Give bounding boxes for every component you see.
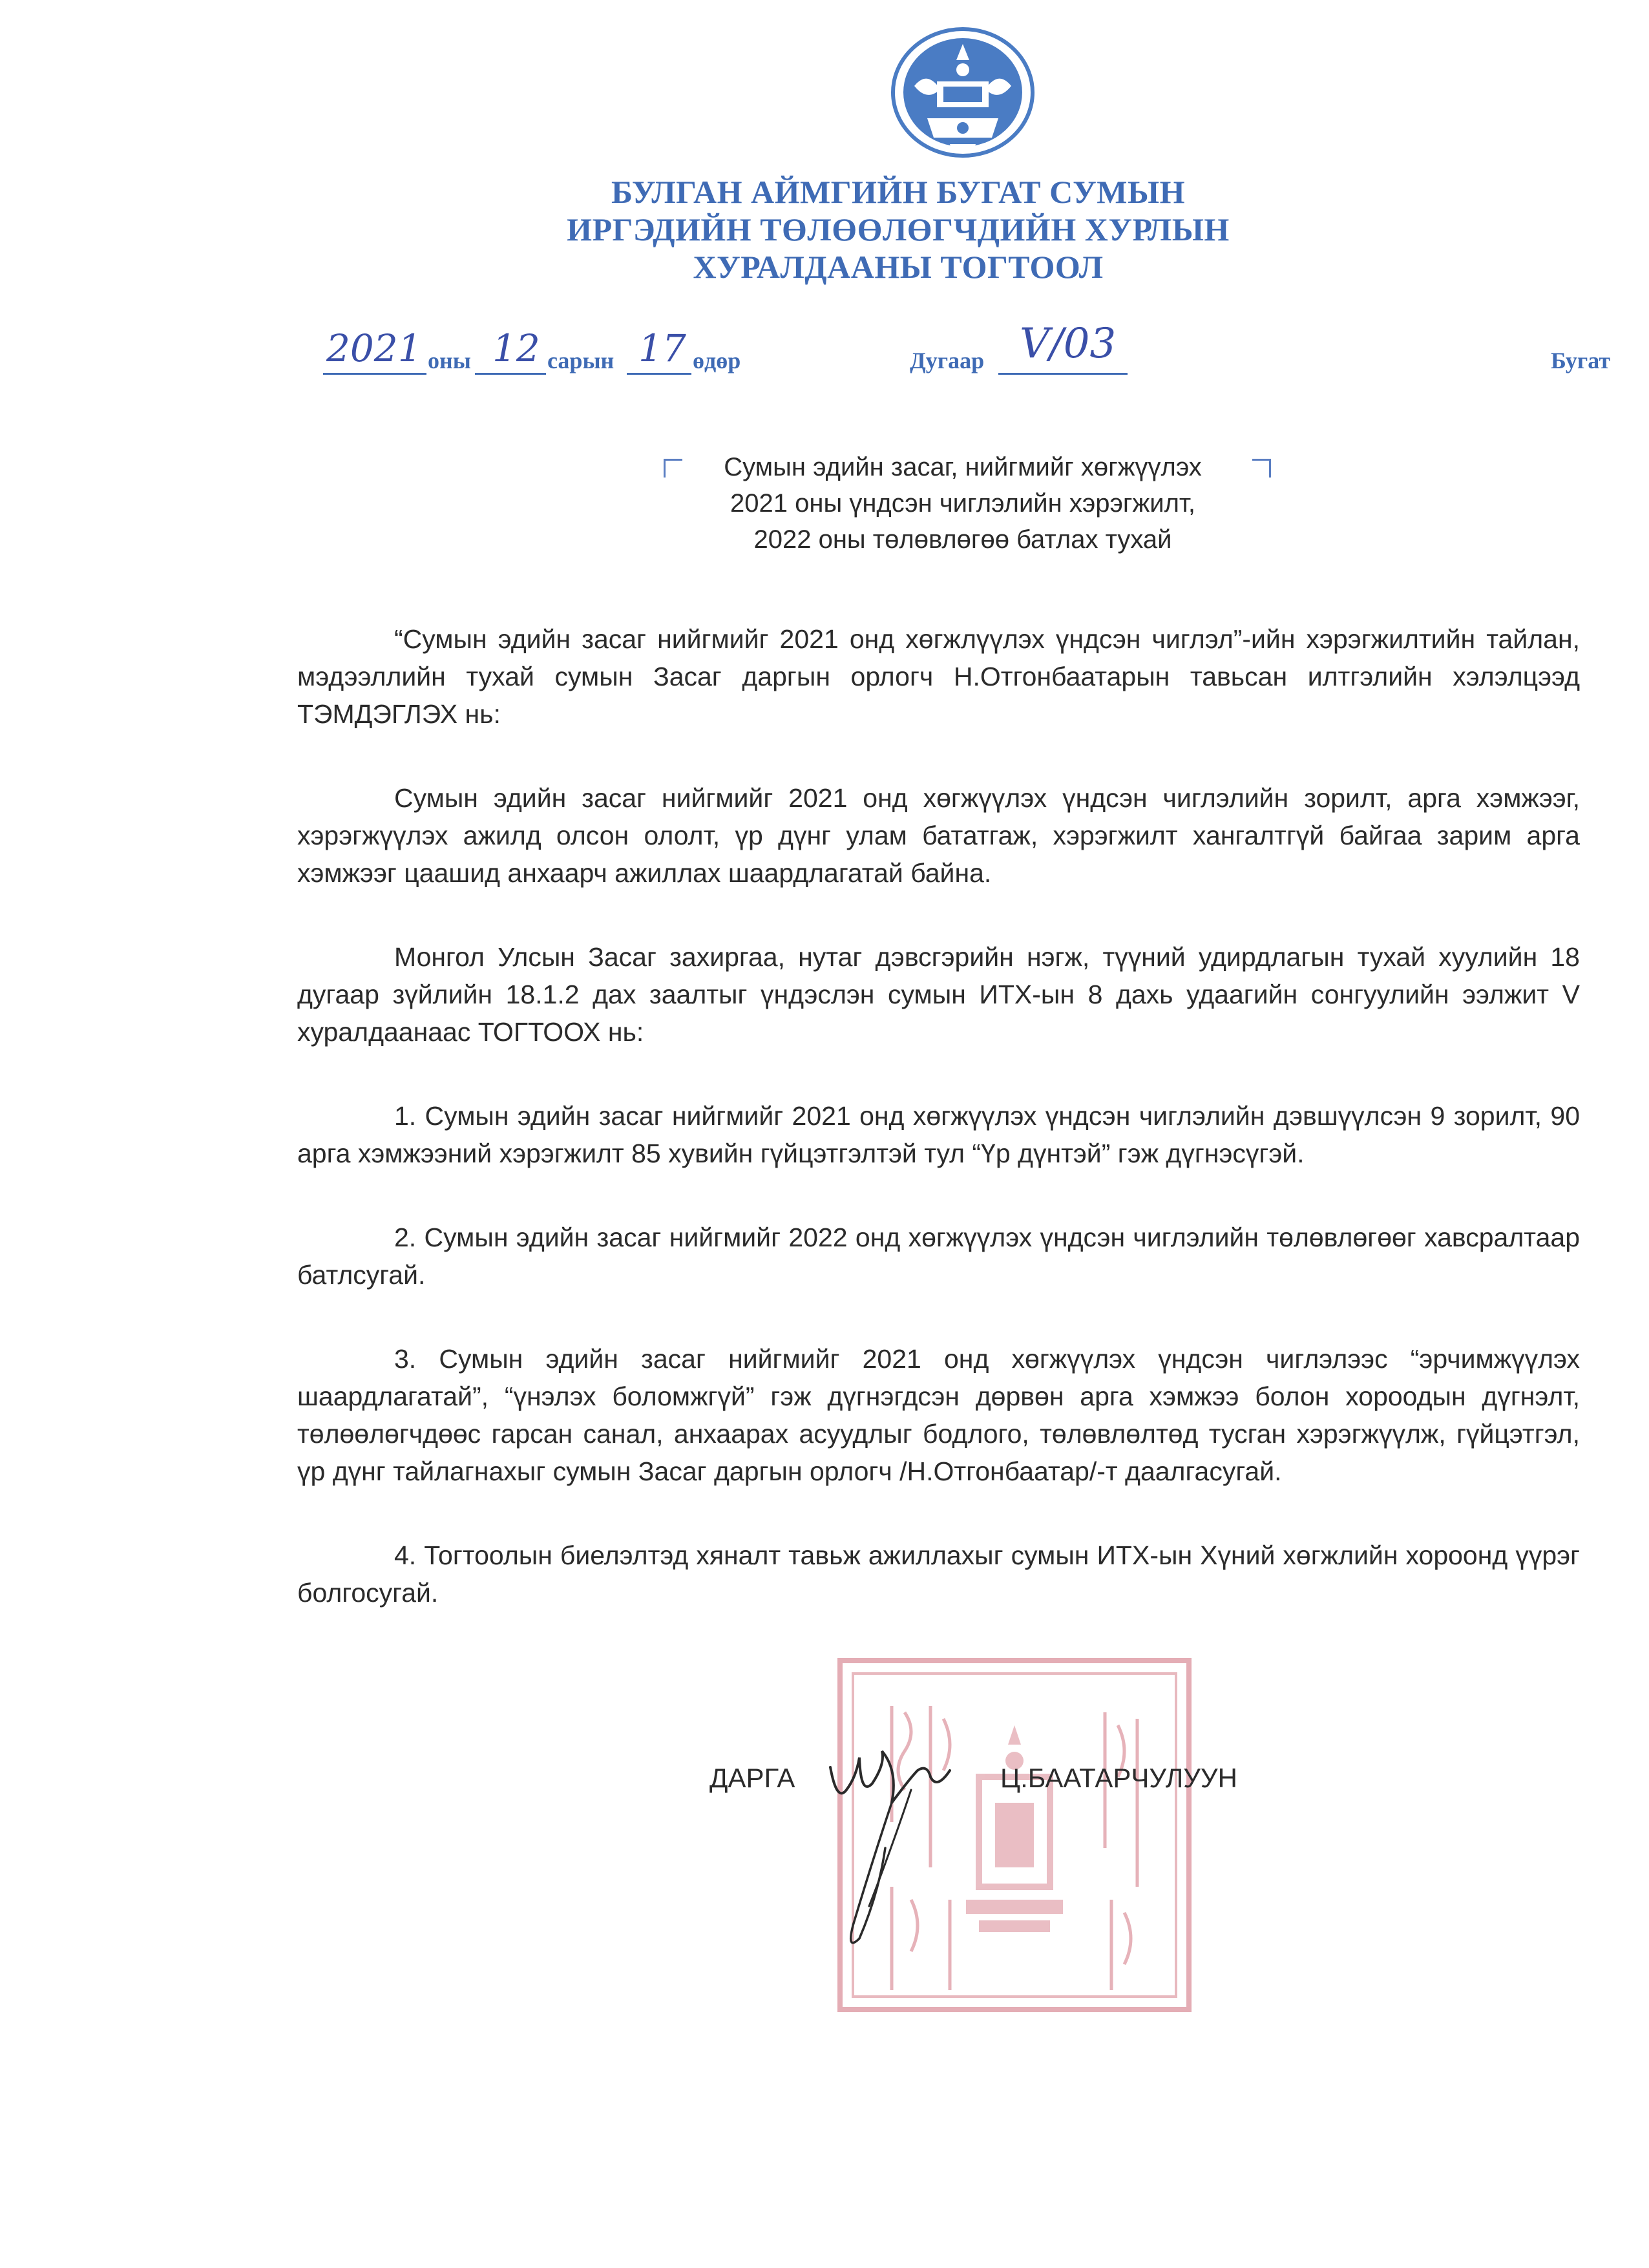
subject-line-1: Сумын эдийн засаг, нийгмийг хөгжүүлэх [724, 453, 1202, 481]
subject-line-3: 2022 оны төлөвлөгөө батлах тухай [753, 525, 1172, 554]
number-label: Дугаар [910, 348, 985, 373]
date-year-label: оны [428, 348, 471, 373]
paragraph-item-1: 1. Сумын эдийн засаг нийгмийг 2021 онд хөгжүүлэх үндсэн чиглэлийн дэвшүүлсэн 9 зорилт, 90 арга хэмжээний хэрэгжилт 85 хувийн гүйцэтгэлтэй тул “Үр дүнтэй” гэж дүгнэсүгэй. [297, 1101, 1580, 1168]
paragraph-item-3: 3. Сумын эдийн засаг нийгмийг 2021 онд хөгжүүлэх үндсэн чиглэлээс “эрчимжүүлэх шаардлагатай”, “үнэлэх боломжгүй” гэж дүгнэгдсэн дөрвөн арга хэмжээ болон хороодын дүгнэлт, төлөөлөгчдөөс гарсан санал, анхаарах асуудлыг бодлого, төлөвлөлтөд тусган хэрэгжүүлж, гүйцэтгэл, үр дүнг тайлагнахыг сумын Засаг даргын орлогч /Н.Отгонбаатар/-т даалгасугай. [297, 1344, 1580, 1486]
paragraph-note: Сумын эдийн засаг нийгмийг 2021 онд хөгжүүлэх үндсэн чиглэлийн зорилт, арга хэмжээг, хэрэгжүүлэх ажилд олсон ололт, үр дүнг улам бататгаж, хэрэгжилт хангалтгүй байгаа зарим арга хэмжээг цаашид анхаарч ажиллах шаардлагатай байна. [297, 783, 1580, 888]
paragraph-item-2: 2. Сумын эдийн засаг нийгмийг 2022 онд хөгжүүлэх үндсэн чиглэлийн төлөвлөгөөг хавсралтаар батлсугай. [297, 1223, 1580, 1290]
date-day-label: өдөр [693, 348, 741, 373]
resolution-body [297, 620, 1580, 1658]
date-year: 2021 [326, 326, 422, 370]
date-month: 12 [492, 326, 540, 370]
paragraph-legal-basis: Монгол Улсын Засаг захиргаа, нутаг дэвсгэрийн нэгж, түүний удирдлагын тухай хуулийн 18 дугаар зүйлийн 18.1.2 дах заалтыг үндэслэн сумын ИТХ-ын 8 дахь удаагийн сонгуулийн ээлжит V хуралдаанаас ТОГТООХ нь: [297, 942, 1580, 1047]
date-number-line [0, 320, 1649, 378]
header-line-2: ИРГЭДИЙН ТӨЛӨӨЛӨГЧДИЙН ХУРЛЫН [567, 211, 1230, 247]
paragraph-item-4: 4. Тогтоолын биелэлтэд хяналт тавьж ажиллахыг сумын ИТХ-ын Хүний хөгжлийн хороонд үүрэг болгосугай. [297, 1540, 1580, 1608]
subject-line-2: 2021 оны үндсэн чиглэлийн хэрэгжилт, [730, 489, 1195, 518]
handwritten-signature-icon [821, 1732, 982, 1964]
resolution-subject [653, 449, 1273, 558]
signatory-name: Ц.БААТАРЧУЛУУН [1000, 1763, 1237, 1793]
document-header [452, 173, 1344, 286]
date-month-label: сарын [547, 348, 614, 373]
date-day: 17 [638, 326, 686, 370]
header-line-1: БУЛГАН АЙМГИЙН БУГАТ СУМЫН [611, 174, 1185, 210]
signatory-title: ДАРГА [709, 1763, 795, 1793]
paragraph-preamble: “Сумын эдийн засаг нийгмийг 2021 онд хөгжлүүлэх үндсэн чиглэл”-ийн хэрэгжилтийн тайлан, мэдээллийн тухай сумын Засаг даргын орлогч Н.Отгонбаатарын тавьсан илтгэлийн хэлэлцээд ТЭМДЭГЛЭХ нь: [297, 624, 1580, 729]
resolution-number: V/03 [1020, 320, 1117, 368]
state-emblem-icon [888, 25, 1037, 160]
header-line-3: ХУРАЛДААНЫ ТОГТООЛ [693, 249, 1104, 285]
place-name: Бугат [1551, 348, 1611, 373]
